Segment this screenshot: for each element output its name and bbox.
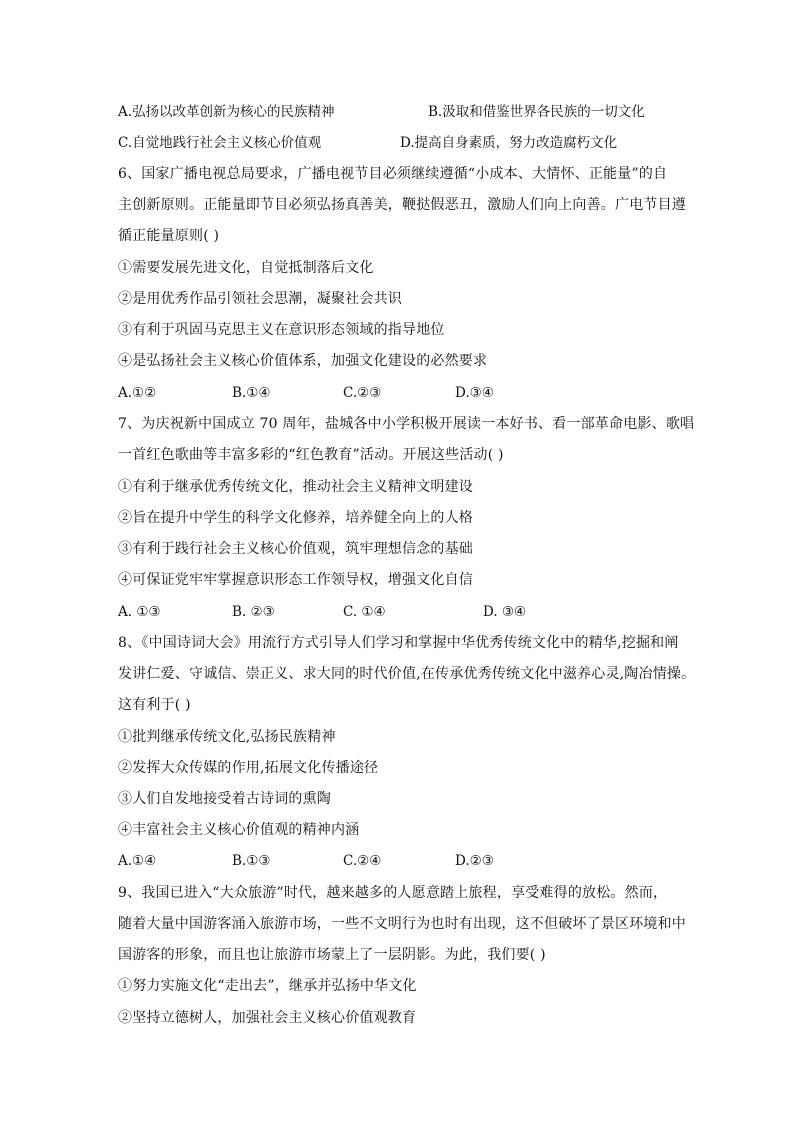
q9-stem-line-2: 随着大量中国游客涌入旅游市场，一些不文明行为也时有出现，这不但破坏了景区环境和中	[118, 916, 686, 932]
q5-option-b: B.汲取和借鉴世界各民族的一切文化	[428, 104, 645, 120]
q7-option-c: C. ①④	[343, 604, 386, 620]
q8-option-d: D.②③	[455, 853, 494, 869]
q9-stem-line-1: 9、我国已进入“大众旅游”时代，越来越多的人愿意踏上旅程，享受难得的放松。然而，	[118, 885, 668, 901]
q7-stem-line-1: 7、为庆祝新中国成立 70 周年，盐城各中小学积极开展读一本好书、看一部革命电影、歌唱	[118, 416, 695, 432]
q8-statement-1: ①批判继承传统文化,弘扬民族精神	[118, 729, 336, 745]
q8-option-c: C.②④	[343, 853, 382, 869]
q8-statement-2: ②发挥大众传媒的作用,拓展文化传播途径	[118, 760, 379, 776]
q8-statement-4: ④丰富社会主义核心价值观的精神内涵	[118, 822, 360, 838]
q7-option-b: B. ②③	[232, 604, 275, 620]
q9-stem-line-3: 国游客的形象，而且也让旅游市场蒙上了一层阴影。为此，我们要( )	[118, 947, 546, 963]
q5-option-a: A.弘扬以改革创新为核心的民族精神	[118, 104, 335, 120]
q8-stem-line-1: 8、《中国诗词大会》用流行方式引导人们学习和掌握中华优秀传统文化中的精华,挖掘和阐	[118, 635, 679, 651]
q6-statement-3: ③有利于巩固马克思主义在意识形态领域的指导地位	[118, 322, 445, 338]
q6-stem-line-1: 6、国家广播电视总局要求，广播电视节目必须继续遵循“小成本、大情怀、正能量”的自	[118, 166, 668, 182]
q8-option-a: A.①④	[118, 853, 157, 869]
q8-option-b: B.①③	[232, 853, 271, 869]
q8-stem-line-2: 发讲仁爱、守诚信、崇正义、求大同的时代价值,在传承优秀传统文化中滋养心灵,陶冶情操。	[118, 666, 696, 682]
q7-statement-2: ②旨在提升中学生的科学文化修养，培养健全向上的人格	[118, 510, 473, 526]
q6-statement-1: ①需要发展先进文化，自觉抵制落后文化	[118, 260, 374, 276]
q7-option-d: D. ③④	[483, 604, 527, 620]
q6-option-c: C.②③	[343, 385, 382, 401]
q6-option-b: B.①④	[232, 385, 271, 401]
q7-statement-4: ④可保证党牢牢掌握意识形态工作领导权，增强文化自信	[118, 572, 473, 588]
q7-stem-line-2: 一首红色歌曲等丰富多彩的“红色教育”活动。开展这些活动( )	[118, 447, 504, 463]
q6-stem-line-2: 主创新原则。正能量即节目必须弘扬真善美，鞭挞假恶丑，激励人们向上向善。广电节目遵	[118, 197, 686, 213]
q7-option-a: A. ①③	[118, 604, 161, 620]
q6-statement-2: ②是用优秀作品引领社会思潮，凝聚社会共识	[118, 291, 402, 307]
q5-option-c: C.自觉地践行社会主义核心价值观	[118, 135, 322, 151]
q8-statement-3: ③人们自发地接受着古诗词的熏陶	[118, 791, 331, 807]
q6-option-d: D.③④	[455, 385, 494, 401]
q8-stem-line-3: 这有利于( )	[118, 697, 191, 713]
q6-option-a: A.①②	[118, 385, 157, 401]
q9-statement-2: ②坚持立德树人，加强社会主义核心价值观教育	[118, 1010, 417, 1026]
q7-statement-3: ③有利于践行社会主义核心价值观，筑牢理想信念的基础	[118, 541, 473, 557]
q6-stem-line-3: 循正能量原则( )	[118, 228, 220, 244]
q9-statement-1: ①努力实施文化“走出去”，继承并弘扬中华文化	[118, 978, 417, 994]
q6-statement-4: ④是弘扬社会主义核心价值体系，加强文化建设的必然要求	[118, 353, 488, 369]
q5-option-d: D.提高自身素质，努力改造腐朽文化	[400, 135, 618, 151]
q7-statement-1: ①有利于继承优秀传统文化，推动社会主义精神文明建设	[118, 479, 473, 495]
